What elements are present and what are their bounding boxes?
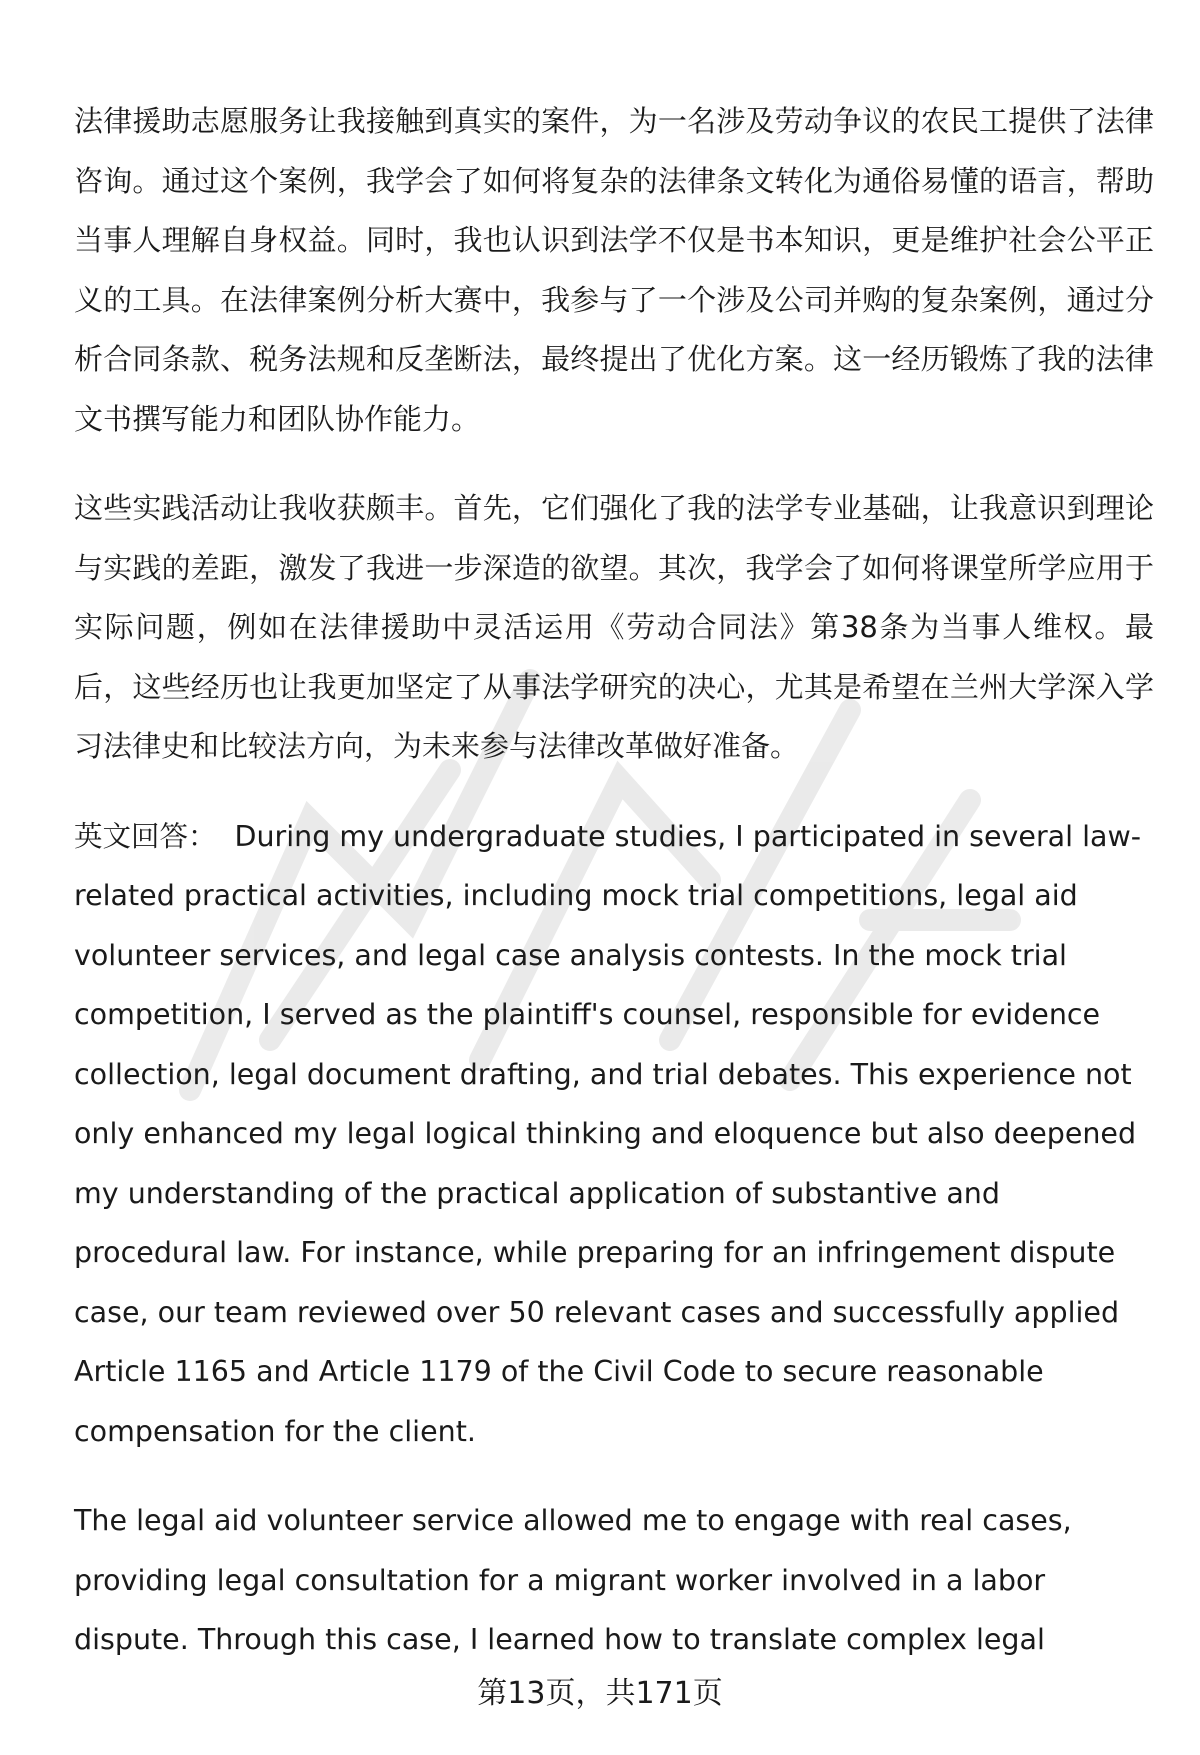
answer-label: 英文回答： [74, 819, 217, 853]
document-body [74, 92, 1154, 1700]
paragraph-en-1 [74, 807, 1154, 1462]
paragraph-en-2: The legal aid volunteer service allowed me to engage with real cases, providing legal consultation for a migrant worker involved in a labor dispute. Through this case, I learned how to translate complex legal [74, 1504, 1072, 1656]
paragraph-en-1-text: During my undergraduate studies, I participated in several law-related practical activities, including mock trial competitions, legal aid volunteer services, and legal case analysis contests. In the mock trial competition, I served as the plaintiff's counsel, responsible for evidence collection, legal document drafting, and trial debates. This experience not only enhanced my legal logical thinking and eloquence but also deepened my understanding of the practical application of substantive and procedural law. For instance, while preparing for an infringement dispute case, our team reviewed over 50 relevant cases and successfully applied Article 1165 and Article 1179 of the Civil Code to secure reasonable compensation for the client. [74, 819, 1142, 1448]
paragraph-zh-2: 这些实践活动让我收获颇丰。首先，它们强化了我的法学专业基础，让我意识到理论与实践的差距，激发了我进一步深造的欲望。其次，我学会了如何将课堂所学应用于实际问题，例如在法律援助中灵活运用《劳动合同法》第38条为当事人维权。最后，这些经历也让我更加坚定了从事法学研究的决心，尤其是希望在兰州大学深入学习法律史和比较法方向，为未来参与法律改革做好准备。 [74, 491, 1154, 763]
paragraph-zh-1: 法律援助志愿服务让我接触到真实的案件，为一名涉及劳动争议的农民工提供了法律咨询。通过这个案例，我学会了如何将复杂的法律条文转化为通俗易懂的语言，帮助当事人理解自身权益。同时，我也认识到法学不仅是书本知识，更是维护社会公平正义的工具。在法律案例分析大赛中，我参与了一个涉及公司并购的复杂案例，通过分析合同条款、税务法规和反垄断法，最终提出了优化方案。这一经历锻炼了我的法律文书撰写能力和团队协作能力。 [74, 104, 1154, 436]
page-number-footer: 第13页，共171页 [477, 1676, 723, 1711]
